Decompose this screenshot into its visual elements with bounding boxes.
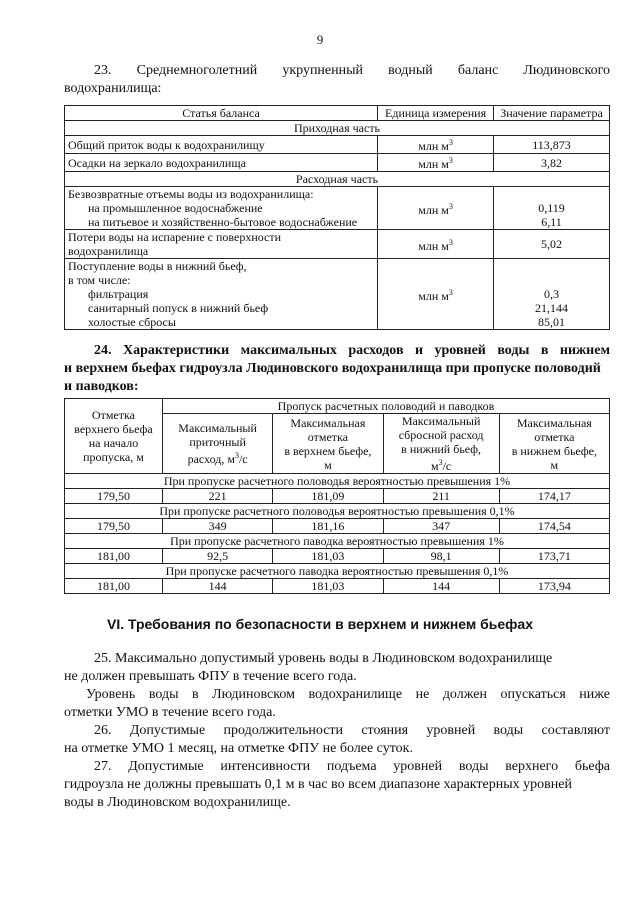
cell: 179,50 [65, 489, 163, 504]
para-27: 27. Допустимые интенсивности подъема уровней воды верхнего бьефа гидроузла не должны превышать 0,1 м в час во всем диапазоне характерных уровней воды в Людиновском водохранилище. [64, 759, 610, 810]
section-24-line1: 24. Характеристики максимальных расходов и уровней воды в нижнем [94, 343, 610, 358]
section-24-line3: и паводков: [64, 379, 139, 394]
cell: 349 [162, 519, 272, 534]
evaporation-value: 5,02 [494, 230, 610, 259]
table-row [65, 187, 610, 230]
section-24-line2: и верхнем бьефах гидроузла Людиновского водохранилища при пропуске половодий [64, 361, 601, 376]
income-section-header: Приходная часть [65, 121, 610, 136]
section-24-text [64, 342, 610, 396]
cell: 181,03 [273, 549, 383, 564]
downstream-unit: млн $м^3$ [378, 259, 494, 330]
section-heading: VI. Требования по безопасности в верхнем и нижнем бьефах [106, 616, 533, 632]
withdrawals-item: Безвозвратные отъемы воды из водохранилища: на промышленное водоснабжение на питьевое и хозяйственно-бытовое водоснабжение [65, 187, 378, 230]
cell: 211 [383, 489, 499, 504]
cell: 347 [383, 519, 499, 534]
col-lower-max-header: Максимальная отметка в нижнем бьефе, м [499, 414, 609, 474]
cell: 173,71 [499, 549, 609, 564]
cell: 179,50 [65, 519, 163, 534]
evaporation-item: Потери воды на испарение с поверхности водохранилища [65, 230, 378, 259]
row-value: 3,82 [494, 154, 610, 172]
cell: 181,00 [65, 579, 163, 594]
row-unit: млн $м^3$ [378, 136, 494, 154]
water-balance-table [64, 105, 610, 330]
section-23-line1: 23. Среднемноголетний укрупненный водный баланс Людиновского [94, 63, 610, 78]
header-article: Статья баланса [65, 106, 378, 121]
table-row [65, 519, 610, 534]
group-header: Пропуск расчетных половодий и паводков [162, 399, 609, 414]
section-23-text [64, 62, 610, 98]
para-26: 26. Допустимые продолжительности стояния уровней воды составляют на отметке УМО 1 месяц, на отметке ФПУ не более суток. [64, 723, 610, 756]
col-upper-max-header: Максимальная отметка в верхнем бьефе, м [273, 414, 383, 474]
group-label: При пропуске расчетного половодья вероятностью превышения 0,1% [65, 504, 610, 519]
table-row [65, 154, 610, 172]
col-inflow-header: Максимальный приточный расход, $м^3/с$ [162, 414, 272, 474]
cell: 174,54 [499, 519, 609, 534]
header-unit: Единица измерения [378, 106, 494, 121]
cell: 92,5 [162, 549, 272, 564]
col-upper-level-header: Отметка верхнего бьефа на начало пропуска, м [65, 399, 163, 474]
cell: 181,16 [273, 519, 383, 534]
page-number: 9 [316, 32, 324, 47]
col-discharge-header: Максимальный сбросной расход в нижний бьеф, $м^3/с$ [383, 414, 499, 474]
para-25b: Уровень воды в Людиновском водохранилище не должен опускаться ниже отметки УМО в течение всего года. [64, 687, 610, 720]
group-label: При пропуске расчетного половодья вероятностью превышения 1% [65, 474, 610, 489]
expense-section-header: Расходная часть [65, 172, 610, 187]
table-row [65, 230, 610, 259]
cell: 221 [162, 489, 272, 504]
cell: 181,03 [273, 579, 383, 594]
table-row [65, 549, 610, 564]
cell: 181,00 [65, 549, 163, 564]
flood-characteristics-table [64, 398, 610, 594]
row-item: Общий приток воды к водохранилищу [65, 136, 378, 154]
evaporation-unit: млн $м^3$ [378, 230, 494, 259]
row-unit: млн $м^3$ [378, 154, 494, 172]
cell: 144 [383, 579, 499, 594]
withdrawals-values: 0,119 6,11 [494, 187, 610, 230]
para-25a: 25. Максимально допустимый уровень воды в Людиновском водохранилище не должен превышать ФПУ в течение всего года. [64, 651, 553, 684]
downstream-item: Поступление воды в нижний бьеф, в том числе: фильтрация санитарный попуск в нижний бьеф холостые сбросы [65, 259, 378, 330]
table-row [65, 579, 610, 594]
downstream-values: 0,3 21,144 85,01 [494, 259, 610, 330]
withdrawals-unit: млн $м^3$ [378, 187, 494, 230]
header-value: Значение параметра [494, 106, 610, 121]
cell: 173,94 [499, 579, 609, 594]
cell: 98,1 [383, 549, 499, 564]
row-value: 113,873 [494, 136, 610, 154]
section-23-line2: водохранилища: [64, 81, 162, 96]
table-row [65, 136, 610, 154]
cell: 181,09 [273, 489, 383, 504]
cell: 144 [162, 579, 272, 594]
group-label: При пропуске расчетного паводка вероятностью превышения 1% [65, 534, 610, 549]
row-item: Осадки на зеркало водохранилища [65, 154, 378, 172]
table-row [65, 259, 610, 330]
group-label: При пропуске расчетного паводка вероятностью превышения 0,1% [65, 564, 610, 579]
cell: 174,17 [499, 489, 609, 504]
table-row [65, 489, 610, 504]
